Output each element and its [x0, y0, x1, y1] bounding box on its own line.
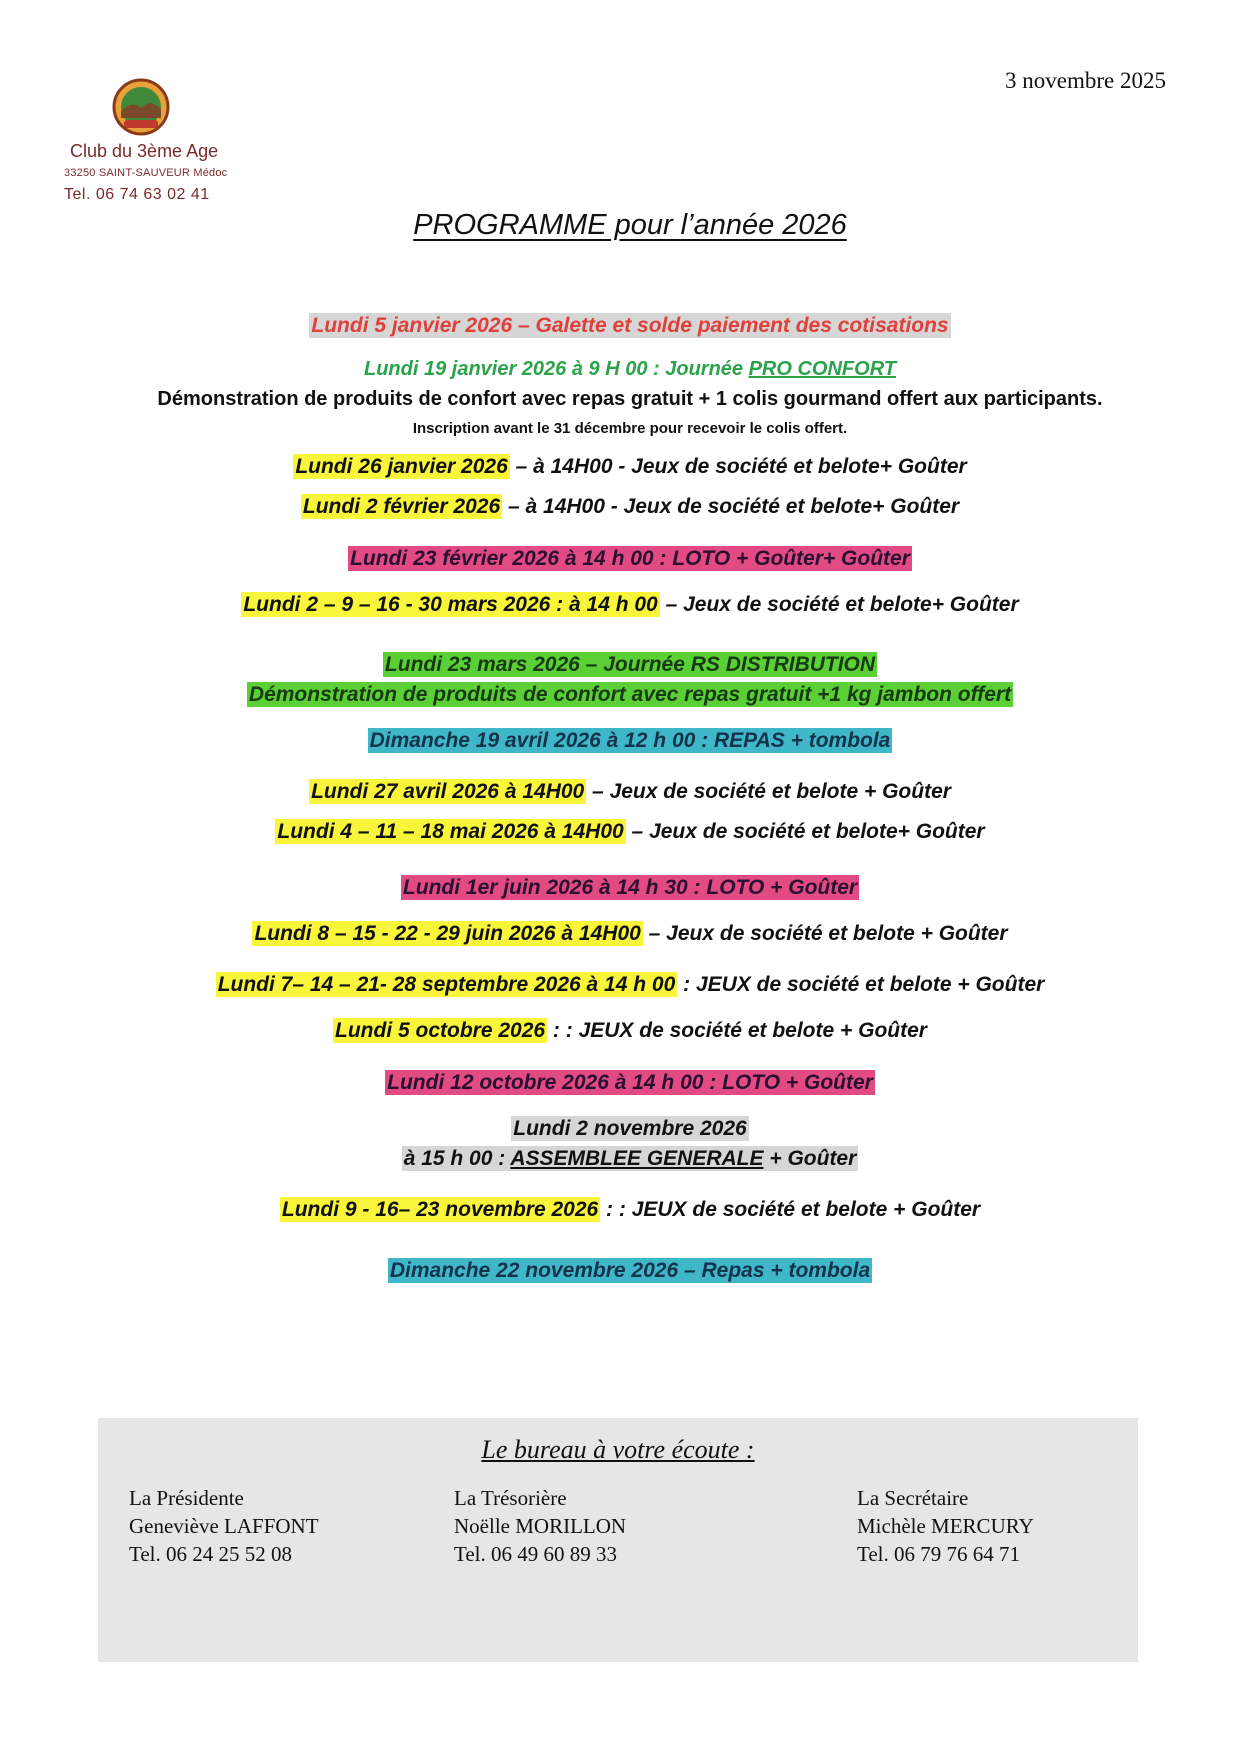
event-line: [0, 780, 1240, 804]
event-line: [0, 729, 1240, 753]
event-line: [0, 1019, 1240, 1043]
event-text: – Jeux de société et belote+ Goûter: [659, 593, 1019, 616]
event-line: [0, 922, 1240, 946]
event-line: [0, 1071, 1240, 1095]
member-role: La Trésorière: [454, 1486, 567, 1510]
event-text: : JEUX de société et belote + Goûter: [677, 973, 1045, 996]
member-president: [129, 1484, 319, 1568]
event-line: [0, 1117, 1240, 1141]
event-line: [0, 653, 1240, 677]
member-name: Geneviève LAFFONT: [129, 1514, 319, 1538]
member-role: La Secrétaire: [857, 1486, 969, 1510]
event-line: [0, 820, 1240, 844]
description-line: Démonstration de produits de confort avec repas gratuit + 1 colis gourmand offert aux participants.: [157, 388, 1103, 410]
member-phone: Tel. 06 49 60 89 33: [454, 1542, 618, 1566]
event-line: [0, 314, 1240, 338]
event-line: [0, 1198, 1240, 1222]
event-date: Lundi 9 - 16– 23 novembre 2026: [281, 1198, 599, 1221]
event-line: [0, 593, 1240, 617]
event-text: [402, 1146, 859, 1171]
event-text: Lundi 23 février 2026 à 14 h 00 : LOTO + Goûter+ Goûter: [350, 547, 910, 570]
event-text: – Jeux de société et belote+ Goûter: [625, 820, 985, 843]
note-line: Inscription avant le 31 décembre pour recevoir le colis offert.: [412, 420, 848, 437]
event-text: – Jeux de société et belote + Goûter: [642, 922, 1008, 945]
event-line: [0, 1259, 1240, 1283]
event-text: : : JEUX de société et belote + Goûter: [547, 1019, 927, 1042]
event-text: – Jeux de société et belote + Goûter: [586, 780, 951, 803]
event-date: Lundi 7– 14 – 21- 28 septembre 2026 à 14 h 00: [217, 973, 676, 996]
event-text: Lundi 23 mars 2026 – Journée RS DISTRIBUTION: [384, 653, 876, 676]
event-text: Lundi 12 octobre 2026 à 14 h 00 : LOTO + Goûter: [387, 1071, 873, 1094]
event-date: Lundi 26 janvier 2026: [295, 455, 508, 478]
event-line: [0, 455, 1240, 479]
bureau-panel: [98, 1418, 1138, 1662]
event-text: – à 14H00 - Jeux de société et belote+ Goûter: [509, 455, 967, 478]
bureau-title: Le bureau à votre écoute :: [481, 1435, 755, 1464]
event-text: : : JEUX de société et belote + Goûter: [600, 1198, 981, 1221]
event-text: – à 14H00 - Jeux de société et belote+ Goûter: [502, 495, 960, 518]
event-suffix: + Goûter: [763, 1147, 857, 1170]
event-date: Lundi 2 – 9 – 16 - 30 mars 2026 : à 14 h 00: [243, 593, 658, 616]
event-line: [0, 973, 1240, 997]
event-date: Lundi 4 – 11 – 18 mai 2026 à 14H00: [277, 820, 624, 843]
event-text: Démonstration de produits de confort avec repas gratuit +1 kg jambon offert: [248, 683, 1012, 706]
member-phone: Tel. 06 79 76 64 71: [857, 1542, 1021, 1566]
club-address: 33250 SAINT-SAUVEUR Médoc: [64, 167, 228, 179]
member-role: La Présidente: [129, 1486, 244, 1510]
event-text: Lundi 1er juin 2026 à 14 h 30 : LOTO + Goûter: [402, 876, 858, 899]
event-time: à 15 h 00 :: [403, 1147, 511, 1170]
event-text: Dimanche 22 novembre 2026 – Repas + tombola: [389, 1259, 871, 1282]
event-line: [0, 876, 1240, 900]
event-line: [0, 495, 1240, 519]
member-secretary: [857, 1484, 1034, 1568]
event-text: Lundi 2 novembre 2026: [513, 1117, 747, 1140]
event-text: Lundi 5 janvier 2026 – Galette et solde paiement des cotisations: [311, 314, 949, 337]
event-date: Lundi 8 – 15 - 22 - 29 juin 2026 à 14H00: [254, 922, 641, 945]
event-text: Lundi 19 janvier 2026 à 9 H 00 : Journée: [363, 358, 749, 380]
event-line: [0, 547, 1240, 571]
event-date: Lundi 2 février 2026: [302, 495, 501, 518]
event-date: Lundi 27 avril 2026 à 14H00: [311, 780, 585, 803]
member-name: Michèle MERCURY: [857, 1514, 1034, 1538]
club-phone: Tel. 06 74 63 02 41: [64, 186, 210, 203]
event-line: [0, 358, 1240, 381]
event-line: [0, 1147, 1240, 1171]
event-line: [0, 683, 1240, 707]
event-highlight: ASSEMBLEE GENERALE: [510, 1147, 764, 1170]
document-date: 3 novembre 2025: [1005, 68, 1166, 93]
event-text: PRO CONFORT: [748, 358, 897, 380]
club-logo-icon: [112, 78, 170, 136]
member-phone: Tel. 06 24 25 52 08: [129, 1542, 293, 1566]
member-treasurer: [454, 1484, 626, 1568]
page-title: PROGRAMME pour l’année 2026: [413, 209, 847, 241]
club-name: Club du 3ème Age: [70, 141, 219, 161]
event-date: Lundi 5 octobre 2026: [335, 1019, 546, 1042]
member-name: Noëlle MORILLON: [454, 1514, 627, 1538]
event-text: Dimanche 19 avril 2026 à 12 h 00 : REPAS + tombola: [369, 729, 891, 752]
